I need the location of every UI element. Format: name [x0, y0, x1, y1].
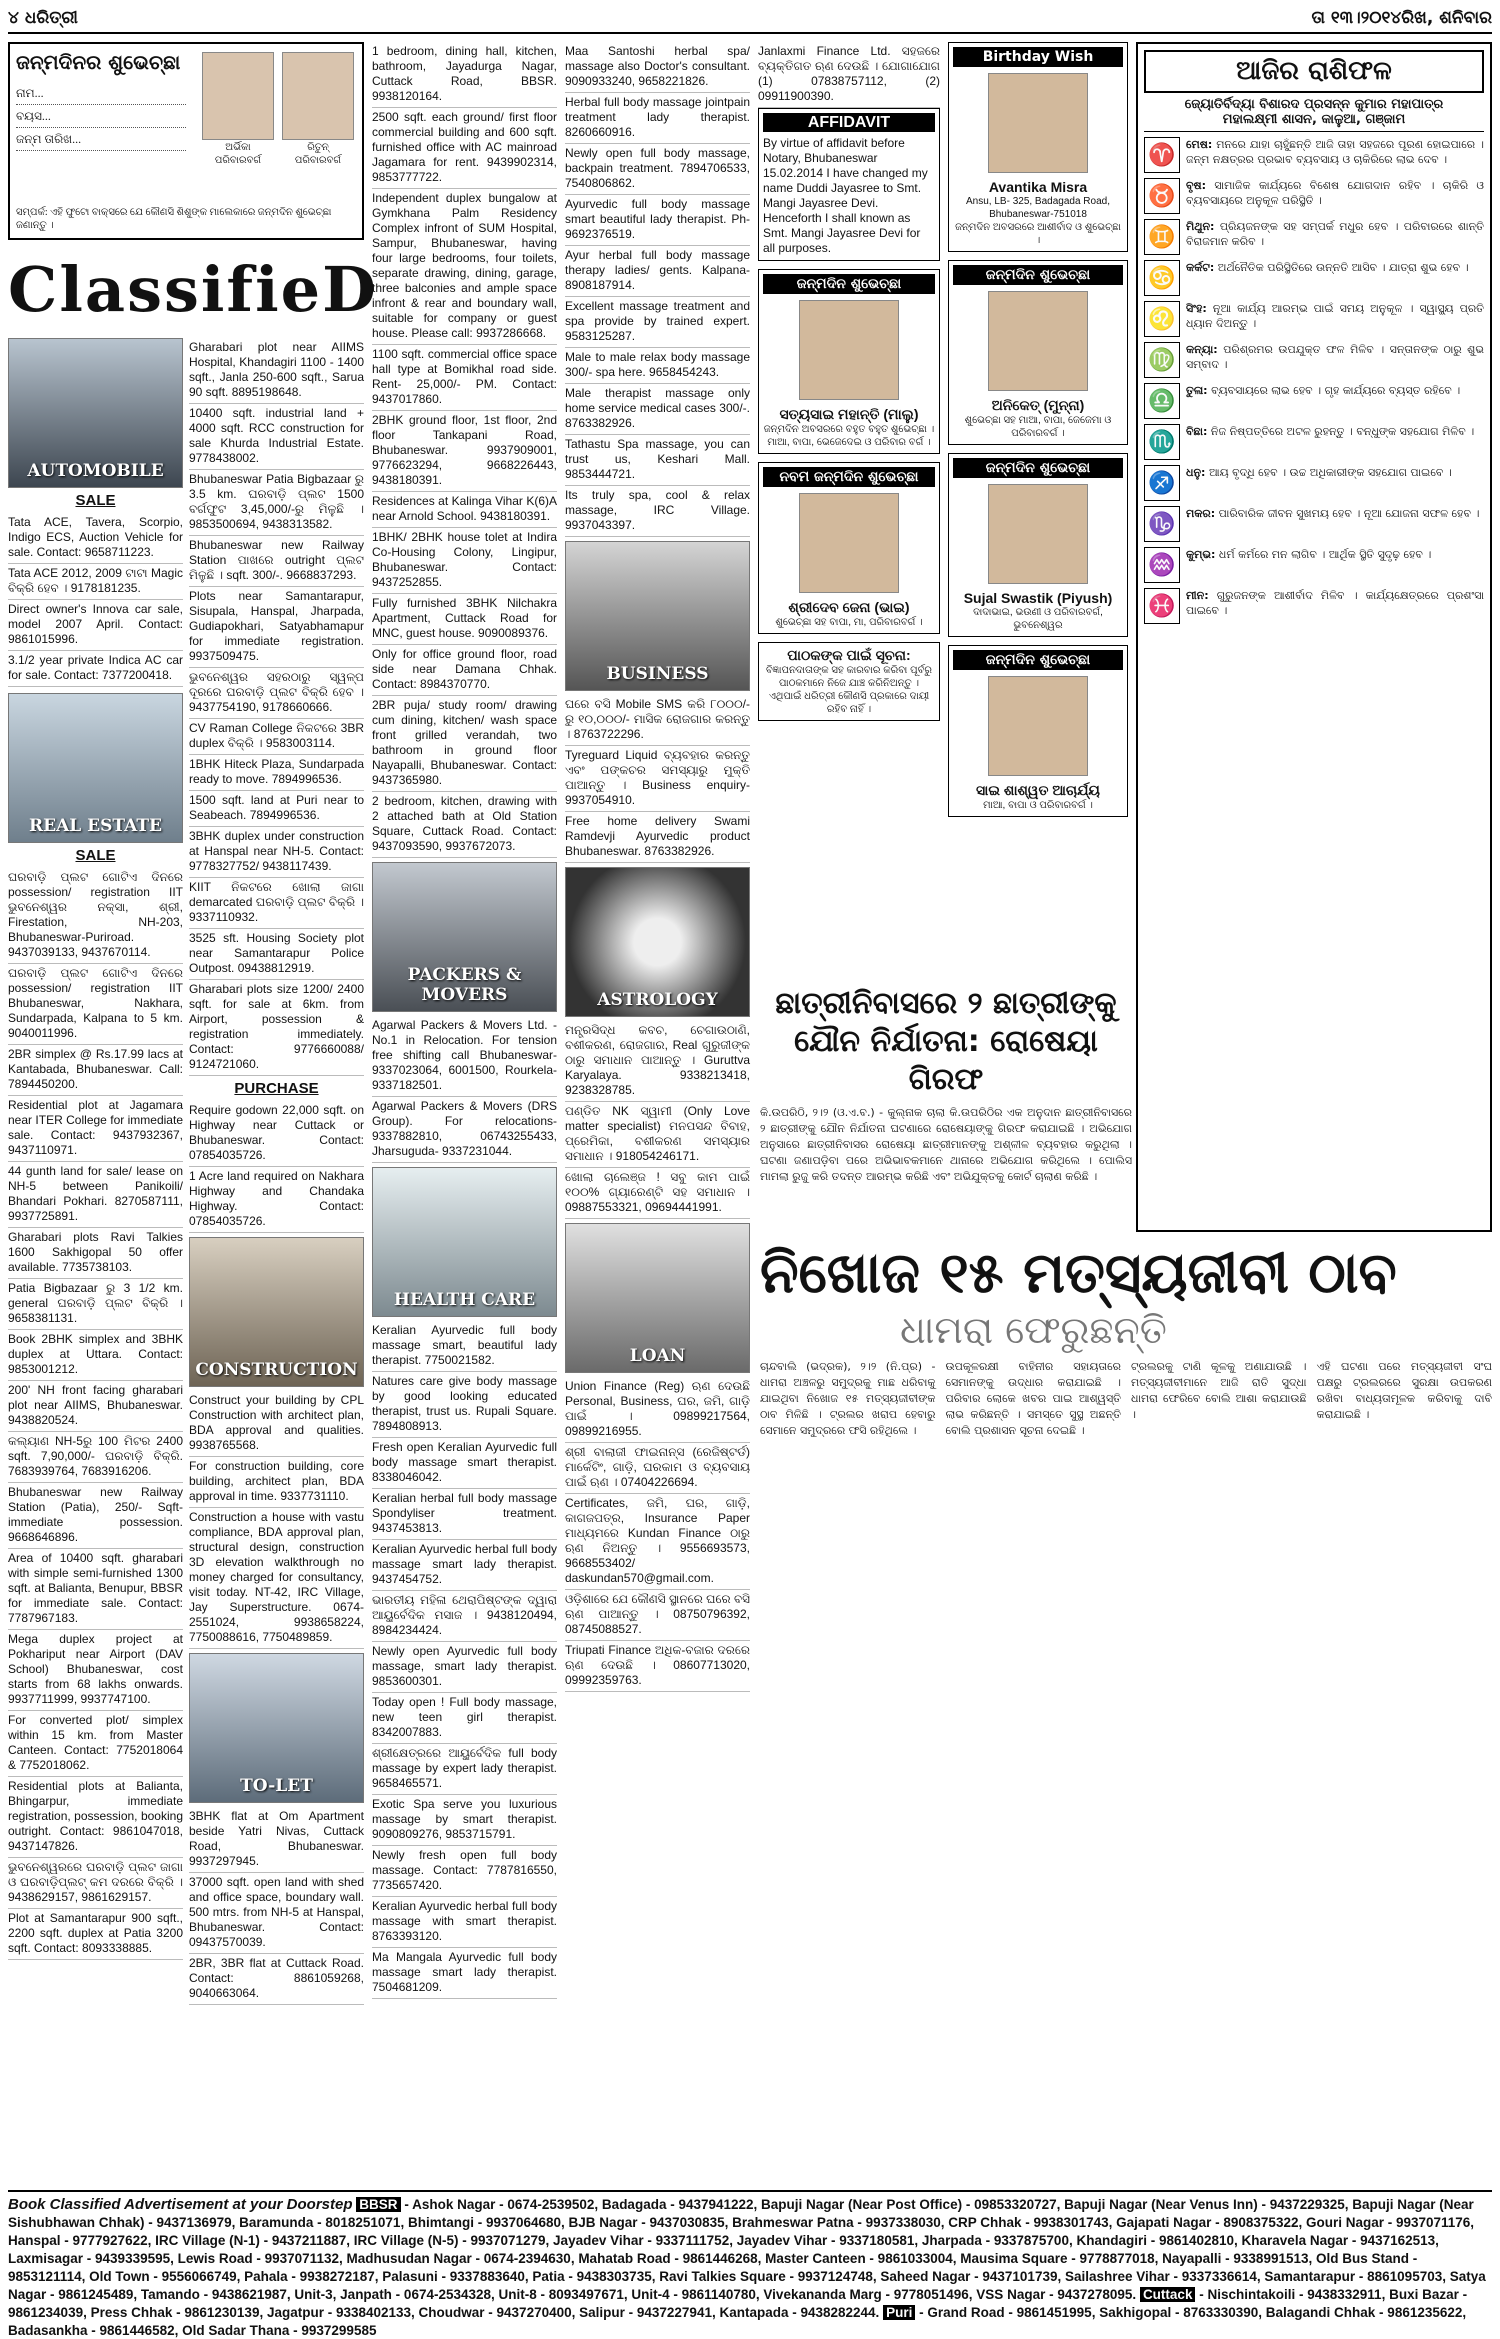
ad-item: Bhubaneswar new Railway Station (Patia), 250/- Sqft- immediate possession. 9668646896.: [8, 1483, 183, 1549]
ad-item: Natures care give body massage by good looking educated therapist, trust us. Rupali Square. 7894808913.: [372, 1372, 557, 1438]
horoscope-text: [1186, 342, 1484, 378]
sale-heading: SALE: [75, 847, 116, 864]
ad-item: 2BHK ground floor, 1st floor, 2nd floor Tankapani Road, Bhubaneswar. 9937909001, 9776623294, 9668226443, 9438180391.: [372, 411, 557, 492]
horoscope-box: [1136, 42, 1492, 1232]
page-number: ୪ ଧରିତ୍ରୀ: [8, 8, 78, 28]
ad-item: Keralian herbal full body massage Spondyliser treatment. 9437453813.: [372, 1489, 557, 1540]
zodiac-name: ସିଂହ:: [1186, 302, 1207, 315]
ad-item: 200' NH front facing gharabari plot near AIIMS, Bhubaneswar. 9438820524.: [8, 1381, 183, 1432]
zodiac-icon: ♍: [1144, 342, 1180, 378]
ad-item: Janlaxmi Finance Ltd. ସହଜରେ ବ୍ୟକ୍ତିଗତ ଋଣ ଦେଉଛି । ଯୋଗାଯୋଗ (1) 07838757112, (2) 09911900390.: [758, 42, 940, 108]
business-ads: [565, 695, 750, 863]
ad-item: ପଣ୍ଡିତ NK ସ୍ୱାମୀ (Only Love matter specialist) ମନପସନ୍ଦ ବିବାହ, ପ୍ରେମିକା, ବଶୀକରଣ ସମସ୍ୟାର ସମାଧାନ । 918054246171.: [565, 1102, 750, 1168]
birthday-wish-title: Birthday Wish: [953, 47, 1123, 67]
classified-column-4: [758, 42, 940, 729]
zodiac-icon: ♊: [1144, 219, 1180, 255]
zodiac-icon: ♏: [1144, 424, 1180, 460]
rental-ads: [372, 42, 557, 858]
birthday-ad-title: ନବମ ଜନ୍ମଦିନ ଶୁଭେଚ୍ଛା: [763, 467, 935, 487]
ad-item: 1100 sqft. commercial office space hall type at Bomikhal road side. Rent- 25,000/- PM. Contact: 9437017860.: [372, 345, 557, 411]
zodiac-name: ମକର:: [1186, 507, 1216, 520]
classified-left-column: [8, 42, 378, 2005]
horoscope-text: [1186, 547, 1431, 583]
greeting-photos: [202, 52, 354, 166]
birthday-message: ଦାଦାଭାଇ, ଭଉଣୀ ଓ ପରିବାରବର୍ଗ, ଭୁବନେଶ୍ୱର: [973, 607, 1103, 631]
classified-subcolumn-a: [8, 338, 183, 2005]
ad-item: ଭାରତୀୟ ମହିଳା ଥେରାପିଷ୍ଟଙ୍କ ଦ୍ୱାରା ଆୟୁର୍ବେଦିକ ମସାଜ । 9438120494, 8984234424.: [372, 1591, 557, 1642]
page-header: [8, 4, 1492, 34]
birthday-address: Ansu, LB- 325, Badagada Road, Bhubaneswar-751018: [966, 196, 1110, 220]
affidavit-box: [758, 108, 940, 261]
to-let-image: [189, 1653, 364, 1803]
zodiac-prediction: ବ୍ୟବସାୟରେ ଲାଭ ହେବ । ଗୃହ କାର୍ଯ୍ୟରେ ବ୍ୟସ୍ତ ରହିବେ ।: [1211, 384, 1461, 397]
loan-ads: [565, 1377, 750, 1692]
zodiac-icon: ♒: [1144, 547, 1180, 583]
health-care-image: [372, 1167, 557, 1317]
birthday-child-name: ଶ୍ରୀଦେବ ଜେନା (ଭାଇ): [788, 599, 910, 615]
classified-logo: ClassifieD: [8, 253, 378, 326]
ad-item: 2BR, 3BR flat at Cuttack Road. Contact: 8861059268, 9040663064.: [189, 1954, 364, 2005]
business-label: BUSINESS: [606, 664, 709, 684]
ad-item: Plots near Samantarapur, Sisupala, Hanspal, Jharpada, Gudiapokhari, Satyabhamapur for immediate registration. 9937509475.: [189, 587, 364, 668]
birthday-child-name: Sujal Swastik (Piyush): [963, 590, 1113, 606]
zodiac-name: ବିଛା:: [1186, 425, 1208, 438]
horoscope-text: [1186, 506, 1479, 542]
ad-item: Mega duplex project at Pokhariput near Airport (DAV School) Bhubaneswar, cost starts from 68 lakhs onwards. 9937711999, 9937747100.: [8, 1630, 183, 1711]
birthday-child-name: ସାଇ ଶାଶ୍ୱତ ଆଚାର୍ଯ୍ୟ: [976, 782, 1100, 798]
child-photo: [799, 493, 899, 593]
ad-item: Male therapist massage only home service medical cases 300/-. 8763382926.: [565, 384, 750, 435]
news-columns: [760, 1359, 1492, 1439]
zodiac-name: ଧନୁ:: [1186, 466, 1206, 479]
ad-item: Fully furnished 3BHK Nilchakra Apartment, Cuttack Road for MNC, guest house. 9090089376.: [372, 594, 557, 645]
news-headline: ନିଖୋଜ ୧୫ ମତ୍ସ୍ୟଜୀବୀ ଠାବ: [760, 1241, 1397, 1306]
ad-item: ଶ୍ରୀକ୍ଷେତ୍ରରେ ଆୟୁର୍ବେଦିକ full body massage by expert lady therapist. 9658465571.: [372, 1744, 557, 1795]
real-estate-image: [8, 693, 183, 843]
horoscope-item: [1144, 465, 1484, 501]
ad-item: Triupati Finance ଅଧିକ-ବଜାର ଦରରେ ଋଣ ଦେଉଛି । 08607713020, 09992359763.: [565, 1641, 750, 1692]
birthday-ad: [948, 453, 1128, 637]
ad-item: Tathastu Spa massage, you can trust us, Keshari Mall. 9853444721.: [565, 435, 750, 486]
ad-item: 3525 sft. Housing Society plot near Samantarapur Police Outpost. 09438812919.: [189, 929, 364, 980]
ad-item: Bhubaneswar Patia Bigbazaar ରୁ 3.5 km. ଘରବାଡ଼ି ପ୍ଲଟ 1500 ବର୍ଗଫୁଟ 3,45,000/-ରୁ ମିଳୁଛି । 9853500694, 9438313582.: [189, 470, 364, 536]
birthday-ad: [758, 269, 940, 454]
news-subheadline: ଧାମରା ଫେରୁଛନ୍ତି: [900, 1308, 1167, 1352]
photo-caption: ଅର୍ଭିକା: [225, 142, 251, 153]
horoscope-item: [1144, 547, 1484, 583]
zodiac-prediction: ସାମାଜିକ କାର୍ଯ୍ୟରେ ବିଶେଷ ଯୋଗଦାନ ରହିବ । ଚାକିରି ଓ ବ୍ୟବସାୟରେ ଅନୁକୂଳ ପରିସ୍ଥିତି ।: [1186, 179, 1484, 207]
ad-item: Herbal full body massage jointpain treatment lady therapist. 8260660916.: [565, 93, 750, 144]
news-column: ଉପକୂଳରକ୍ଷୀ ବାହିନୀର ସହାୟତାରେ ସେମାନଙ୍କୁ ଉଦ୍ଧାର କରାଯାଇଛି । ପରିବାର ଲୋକେ ଖବର ପାଇ ଆଶ୍ୱସ୍ତି ଲାଭ କରିଛନ୍ତି । ସମସ୍ତେ ସୁସ୍ଥ ଅଛନ୍ତି ବୋଲି ପ୍ରଶାସନ ସୂଚନା ଦେଇଛି ।: [945, 1360, 1121, 1437]
packers-movers-image: [372, 862, 557, 1012]
ad-item: Book 2BHK simplex and 3BHK duplex at Uttara. Contact: 9853001212.: [8, 1330, 183, 1381]
news-column: ଏହି ଘଟଣା ପରେ ମତ୍ସ୍ୟଜୀବୀ ସଂଘ ପକ୍ଷରୁ ଟ୍ରଲରରେ ସୁରକ୍ଷା ଉପକରଣ ରଖିବା ବାଧ୍ୟତାମୂଳକ କରିବାକୁ ଦାବି କରାଯାଇଛି ।: [1316, 1360, 1492, 1421]
ad-item: Excellent massage treatment and spa provide by trained expert. 9583125287.: [565, 297, 750, 348]
ad-item: 2 bedroom, kitchen, drawing with 2 attached bath at Old Station Square, Cuttack Road. Contact: 9437093590, 9937672073.: [372, 792, 557, 858]
ad-item: Construct your building by CPL Construction with architect plan, BDA approval and qualities. 9938765568.: [189, 1391, 364, 1457]
cuttack-contacts: - Nischintakoili - 9438332911, Buxi Bazar - 9861234039, Press Chhak - 9861230139, Jagatpur - 9338402133, Choudwar - 9437270400, Salipur - 9437227941, Kantapada - 9438282244.: [8, 2287, 1468, 2320]
news-column: ଟ୍ରଲରକୁ ଟାଣି କୂଳକୁ ଅଣାଯାଉଛି । ମତ୍ସ୍ୟଜୀବୀମାନେ ଆଜି ରାତି ସୁଦ୍ଧା ଧାମରା ଫେରିବେ ବୋଲି ଆଶା କରାଯାଉଛି ।: [1131, 1360, 1307, 1421]
ad-item: Gharabari plots Ravi Talkies 1600 Sakhigopal 50 offer available. 7735738103.: [8, 1228, 183, 1279]
ad-item: Tata ACE 2012, 2009 ଟାଟା Magic ବିକ୍ରି ହେବ । 9178181235.: [8, 564, 183, 600]
reader-notice: [758, 642, 940, 721]
ad-item: 37000 sqft. open land with shed and office space, boundary wall. 500 mtrs. from NH-5 at Hanspal, Bhubaneswar. Contact: 09437570039.: [189, 1873, 364, 1954]
ad-item: Area of 10400 sqft. gharabari with simple semi-furnished 1300 sqft. at Balianta, Benupur, BBSR for immediate sale. Contact: 7787967183.: [8, 1549, 183, 1630]
ad-item: Its truly spa, cool & relax massage, IRC Village. 9937043397.: [565, 486, 750, 537]
horoscope-text: [1186, 588, 1484, 624]
ad-item: Newly fresh open full body massage. Contact: 7787816550, 7735657420.: [372, 1846, 557, 1897]
purchase-ads: [189, 1101, 364, 1233]
ad-item: For converted plot/ simplex within 15 km. from Master Canteen. Contact: 7752018064 & 7752018062.: [8, 1711, 183, 1777]
zodiac-prediction: ନିଜ ନିଷ୍ପତ୍ତିରେ ଅଟଳ ରୁହନ୍ତୁ । ବନ୍ଧୁଙ୍କ ସହଯୋଗ ମିଳିବ ।: [1210, 425, 1475, 438]
child-photo: [988, 676, 1088, 776]
news-body: କି.ଉପରିଠି, ୨।୨ (ଓ.ଏ.ବ.) - କୁଲ୍‌ନାକ ଚାଲା କି.ଉପରିଠିର ଏକ ଅନୁଦାନ ଛାତ୍ରୀନିବାସରେ ୨ ଛାତ୍ରୀଙ୍କୁ ଯୌନ ନିର୍ଯାତନା ଘଟଣାରେ ରୋଷେୟାଙ୍କୁ ଗିରଫ କରାଯାଇଛି । ଅଭିଯୋଗ ଅନୁସାରେ ଛାତ୍ରୀନିବାସର ରୋଷେୟା ଛାତ୍ରୀମାନଙ୍କୁ ଅଶ୍ଳୀଳ ବ୍ୟବହାର କରୁଥିଲା । ଘଟଣା ଜଣାପଡ଼ିବା ପରେ ଅଭିଭାବକମାନେ ଥାନାରେ ଅଭିଯୋଗ କରିଥିଲେ । ପୋଲିସ ମାମଲା ରୁଜୁ କରି ତଦନ୍ତ ଆରମ୍ଭ କରିଛି ଏବଂ ଅଭିଯୁକ୍ତକୁ କୋର୍ଟ ଚାଲାଣ କରିଛି ।: [760, 1106, 1132, 1183]
ad-item: Tata ACE, Tavera, Scorpio, Indigo ECS, Auction Vehicle for sale. Contact: 9658711223.: [8, 513, 183, 564]
zodiac-icon: ♑: [1144, 506, 1180, 542]
photo-caption-sub: ପରିବାରବର୍ଗ: [214, 155, 262, 166]
ad-item: Newly open full body massage, backpain treatment. 7894706533, 7540806862.: [565, 144, 750, 195]
ad-item: KIIT ନିକଟରେ ଖୋଲା ଜାଗା demarcated ଘରବାଡ଼ି ପ୍ଲଟ ବିକ୍ରି । 9337110932.: [189, 878, 364, 929]
ad-item: Union Finance (Reg) ଋଣ ଦେଉଛି Personal, Business, ଘର, ଜମି, ଗାଡ଼ି ପାଇଁ । 09899217564, 09899216955.: [565, 1377, 750, 1443]
horoscope-item: [1144, 342, 1484, 378]
sale-heading: SALE: [75, 492, 116, 509]
page-date: ତା ୧୩।୨୦୧୪ରିଖ, ଶନିବାର: [1311, 8, 1492, 28]
classified-column-3: [565, 42, 750, 1692]
ad-item: Construction a house with vastu compliance, BDA approval plan, structural design, construction 3D elevation walkthrough no money charged for consultancy, visit today. NT-42, IRC Village, Jay Superstructure. 0674-2551024, 9938658224, 7750088616, 7750489859.: [189, 1508, 364, 1649]
birthday-child-name: Avantika Misra: [988, 179, 1088, 195]
horoscope-item: [1144, 260, 1484, 296]
booking-footer: [8, 2190, 1492, 2339]
horoscope-title: ଆଜିର ରାଶିଫଳ: [1144, 50, 1484, 93]
affidavit-text: By virtue of affidavit before Notary, Bhubaneswar 15.02.2014 I have changed my name Duddi Jayasree to Smt. Mangi Jayasree Devi. Henceforth I shall known as Smt. Mangi Jayasree Devi for all purposes.: [763, 136, 928, 255]
zodiac-prediction: ଆୟ ବୃଦ୍ଧି ହେବ । ଉଚ୍ଚ ଅଧିକାରୀଙ୍କ ସହଯୋଗ ପାଇବେ ।: [1208, 466, 1452, 479]
ad-item: ଘରେ ବସି Mobile SMS କରି ୮୦୦୦/- ରୁ ୧୦,୦୦୦/- ମାସିକ ରୋଜଗାର କରନ୍ତୁ । 8763722296.: [565, 695, 750, 746]
ad-item: Independent duplex bungalow at Gymkhana Palm Residency Complex infront of SUM Hospital, Sampur, Bhubaneswar, having four large bedrooms, four toilets, separate drawing, dining, garage, three balconies and ample space infront & rear and boundary wall, suitable for company or guest house. Please call: 9937286668.: [372, 189, 557, 345]
ad-item: Patia Bigbazaar ରୁ 3 1/2 km. general ଘରବାଡ଼ି ପ୍ଲଟ ବିକ୍ରି । 9658381131.: [8, 1279, 183, 1330]
zodiac-prediction: ପାରିବାରିକ ଜୀବନ ସୁଖମୟ ହେବ । ନୂଆ ଯୋଜନା ସଫଳ ହେବ ।: [1218, 507, 1480, 520]
ad-item: CV Raman College ନିକଟରେ 3BR duplex ବିକ୍ରି । 9583003114.: [189, 719, 364, 755]
birthday-wishes-column: [948, 42, 1128, 825]
ad-item: Residences at Kalinga Vihar K(6)A near Arnold School. 9438180391.: [372, 492, 557, 528]
horoscope-item: [1144, 137, 1484, 173]
ad-item: Keralian Ayurvedic herbal full body massage with smart therapist. 8763393120.: [372, 1897, 557, 1948]
horoscope-text: [1186, 260, 1469, 296]
child-photo: [988, 291, 1088, 391]
birthday-child-name: ଅନିକେତ୍ (ମୁନ୍ନା): [991, 397, 1085, 413]
zodiac-name: ମୀନ:: [1186, 589, 1209, 602]
ad-item: Residential plots at Balianta, Bhingarpur, immediate registration, possession, booking outright. Contact: 9861047018, 9437147826.: [8, 1777, 183, 1858]
photo-caption: ରିତୁନ୍: [307, 142, 329, 153]
horoscope-item: [1144, 588, 1484, 624]
horoscope-text: [1186, 383, 1460, 419]
real-estate-ads: [8, 868, 183, 1960]
birthday-ad-title: ଜନ୍ମଦିନ ଶୁଭେଚ୍ଛା: [953, 650, 1123, 670]
zodiac-prediction: ଅର୍ଥନୈତିକ ପରିସ୍ଥିତିରେ ଉନ୍ନତି ଆସିବ । ଯାତ୍ରା ଶୁଭ ହେବ ।: [1217, 261, 1469, 274]
ad-item: Ayurvedic full body massage smart beautiful lady therapist. Ph-9692376519.: [565, 195, 750, 246]
loan-label: LOAN: [629, 1346, 686, 1366]
ad-item: 2BR simplex @ Rs.17.99 lacs at Kantabada, Bhubaneswar. Call: 7894450200.: [8, 1045, 183, 1096]
greeting-note: ସମ୍ପର୍କ: ଏହି ଫୁଟୋ ବାକ୍ସରେ ଯେ କୌଣସି ଶିଶୁଙ୍କ ମାଲେକାରେ ଜନ୍ମଦିନ ଶୁଭେଚ୍ଛା ଜଣାନ୍ତୁ ।: [16, 207, 332, 231]
horoscope-item: [1144, 219, 1484, 255]
zodiac-prediction: ମନରେ ଯାହା ଚାହୁଁଛନ୍ତି ଆଜି ତାହା ସହଜରେ ପୂରଣ ହୋଇପାରେ । ଜନ୍ମ ନକ୍ଷତ୍ରର ପ୍ରଭାବ ବ୍ୟବସାୟ ଓ ଚାକିରିରେ ଲାଭ ଦେବ ।: [1186, 138, 1484, 166]
city-tag-bbsr: BBSR: [356, 2197, 400, 2212]
astrology-ads: [565, 1021, 750, 1219]
ad-item: Require godown 22,000 sqft. on Highway near Cuttack or Bhubaneswar. Contact: 07854035726.: [189, 1101, 364, 1167]
ad-item: Bhubaneswar new Railway Station ପାଖରେ outright ପ୍ଲଟ ମିଳୁଛି । sqft. 300/-. 9668837293.: [189, 536, 364, 587]
city-tag-cuttack: Cuttack: [1140, 2287, 1196, 2302]
ad-item: ଭୁବନେଶ୍ୱର ସହରଠାରୁ ସ୍ୱଳ୍ପ ଦୂରରେ ଘରବାଡ଼ି ପ୍ଲଟ ବିକ୍ରି ହେବ । 9437754190, 9178660666.: [189, 668, 364, 719]
birthday-message: ଜନ୍ମଦିନ ଅବସରରେ ବହୁତ ବହୁତ ଶୁଭେଚ୍ଛା । ମାଆ, ବାପା, ଭେଜେଦେଇ ଓ ପରିବାର ବର୍ଗ ।: [763, 424, 935, 448]
birthday-message: ଜନ୍ମଦିନ ଅବସରରେ ଆଶୀର୍ବାଦ ଓ ଶୁଭେଚ୍ଛା ।: [955, 222, 1121, 246]
horoscope-item: [1144, 178, 1484, 214]
birthday-message: ମାଆ, ବାପା ଓ ପରିବାରବର୍ଗ ।: [983, 800, 1093, 811]
ad-item: ମନ୍ତ୍ରସିଦ୍ଧ କବଚ, ଚେଗାଉଠାଣି, ବଶୀକରଣ, ରୋଜଗାର, Real ଗୁରୁଜୀଙ୍କ ଠାରୁ ସମାଧାନ ପାଆନ୍ତୁ । Guruttva Karyalaya. 9338213418, 9238328785.: [565, 1021, 750, 1102]
zodiac-name: ବୃଷ:: [1186, 179, 1207, 192]
ad-item: 10400 sqft. industrial land + 4000 sqft. RCC construction for sale Khurda Industrial Estate. 9778438002.: [189, 404, 364, 470]
zodiac-name: କର୍କଟ:: [1186, 261, 1215, 274]
ad-item: Gharabari plot near AIIMS Hospital, Khandagiri 1100 - 1400 sqft., Janla 250-600 sqft., Sarua 90 sqft. 8895198648.: [189, 338, 364, 404]
packers-movers-ads: [372, 1016, 557, 1163]
child-photo: [282, 52, 354, 140]
automobile-ads: [8, 513, 183, 687]
city-tag-puri: Puri: [883, 2305, 915, 2320]
greeting-fields: [16, 82, 186, 151]
astrology-label: ASTROLOGY: [597, 990, 718, 1010]
greeting-field-name: ନାମ...: [16, 82, 186, 105]
to-let-label: TO-LET: [240, 1776, 313, 1796]
ad-item: Ayur herbal full body massage therapy ladies/ gents. Kalpana- 8908187914.: [565, 246, 750, 297]
reader-notice-text: ବିଜ୍ଞାପନଦାତାଙ୍କ ସହ କାରବାର କରିବା ପୂର୍ବରୁ ପାଠକମାନେ ନିଜେ ଯାଞ୍ଚ କରିନିଅନ୍ତୁ । ଏଥିପାଇଁ ଧରିତ୍ରୀ କୌଣସି ପ୍ରକାରେ ଦାୟୀ ରହିବ ନାହିଁ ।: [765, 665, 932, 715]
reader-notice-title: ପାଠକଙ୍କ ପାଇଁ ସୂଚନା:: [787, 647, 911, 663]
ad-item: Maa Santoshi herbal spa/ massage also Doctor's consultant. 9090933240, 9658221826.: [565, 42, 750, 93]
zodiac-prediction: ନୂଆ କାର୍ଯ୍ୟ ଆରମ୍ଭ ପାଇଁ ସମୟ ଅନୁକୂଳ । ସ୍ୱାସ୍ଥ୍ୟ ପ୍ରତି ଧ୍ୟାନ ଦିଅନ୍ତୁ ।: [1186, 302, 1484, 330]
ad-item: Direct owner's Innova car sale, model 2007 April. Contact: 9861015996.: [8, 600, 183, 651]
birthday-ad-title: ଜନ୍ମଦିନ ଶୁଭେଚ୍ଛା: [953, 265, 1123, 285]
child-photo: [799, 300, 899, 400]
horoscope-author-place: ମହାଲକ୍ଷ୍ମୀ ଶାସନ, କାଳୁଆ, ଗଞ୍ଜାମ: [1222, 112, 1406, 127]
horoscope-text: [1186, 137, 1484, 173]
ad-item: Male to male relax body massage 300/- spa here. 9658454243.: [565, 348, 750, 384]
ad-item: Newly open Ayurvedic full body massage, smart lady therapist. 9853600301.: [372, 1642, 557, 1693]
ad-item: ଓଡ଼ିଶାରେ ଯେ କୌଣସି ସ୍ଥାନରେ ଘରେ ବସି ଋଣ ପାଆନ୍ତୁ । 08750796392, 08745088527.: [565, 1590, 750, 1641]
ad-item: Keralian Ayurvedic full body massage smart, beautiful lady therapist. 7750021582.: [372, 1321, 557, 1372]
horoscope-text: [1186, 219, 1484, 255]
ad-item: Free home delivery Swami Ramdevji Ayurvedic product Bhubaneswar. 8763382926.: [565, 812, 750, 863]
child-photo: [988, 484, 1088, 584]
zodiac-name: କୁମ୍ଭ:: [1186, 548, 1216, 561]
bbsr-contacts: - Ashok Nagar - 0674-2539502, Badagada - 9437941222, Bapuji Nagar (Near Post Office) - 09853320727, Bapuji Nagar (Near Venus Inn) - 9437229325, Bapuji Nagar (Near Sishubhawan Chhak) - 9437136979, Baramunda - 8018251071, Bhimtangi - 9937064680, BJB Nagar - 9437030835, Brahmeswar Patna - 9937338030, CRP Chhak - 9938301743, Gajapati Nagar - 8908375322, Gouri Nagar - 9937071176, Hanspal - 9777927622, IRC Village (N-1) - 9437211887, IRC Village (N-5) - 9937071279, Jayadev Vihar - 9337111752, Jayadev Vihar - 9337180581, Jharpada - 9337875700, Khandagiri - 9861402810, Kharavela Nagar - 9437162513, Laxmisagar - 9439339595, Lewis Road - 9937071132, Madhusudan Nagar - 0674-2394630, Mahatab Road - 9861446268, Master Canteen - 9861033004, Mausima Square - 9778877018, Nayapalli - 9338991513, Old Bus Stand - 9853121114, Old Town - 9556066749, Pahala - 9938272187, Palasuni - 9337883640, Patia - 9438303735, Ravi Talkies Square - 9937124748, Saheed Nagar - 9437101739, Sailashree Vihar - 9337336614, Samantarapur - 8861095703, Satya Nagar - 9861245489, Tamando - 9438621987, Unit-3, Janpath - 0674-2534328, Unit-8 - 8093497671, Unit-4 - 9861140780, Vivekananda Marg - 9778051496, VSS Nagar - 9437278095.: [8, 2197, 1486, 2302]
ad-item: 44 gunth land for sale/ lease on NH-5 between Panikoili/ Bhandari Pokhari. 8270587111, 9937725891.: [8, 1162, 183, 1228]
birthday-ad: [948, 260, 1128, 445]
birthday-ad: [948, 645, 1128, 817]
ad-item: 2500 sqft. each ground/ first floor commercial building and 600 sqft. furnished office with AC mainroad Jagamara for rent. 9439902314, 9853777722.: [372, 108, 557, 189]
ad-item: ଖୋଲା ଚାଲେଞ୍ଜ ! ସବୁ କାମ ପାଇଁ ୧୦୦% ଗ୍ୟାରେଣ୍ଟି ସହ ସମାଧାନ । 09887553321, 09694441991.: [565, 1168, 750, 1219]
zodiac-icon: ♓: [1144, 588, 1180, 624]
massage-ads: [565, 42, 750, 537]
news-column: ଚାନ୍ଦବାଲି (ଭଦ୍ରକ), ୨।୨ (ନି.ପ୍ର) - ଧାମରା ଅଞ୍ଚଳରୁ ସମୁଦ୍ରକୁ ମାଛ ଧରିବାକୁ ଯାଇଥିବା ନିଖୋଜ ୧୫ ମତ୍ସ୍ୟଜୀବୀଙ୍କ ଠାବ ମିଳିଛି । ଟ୍ରଲର ଖରାପ ହେବାରୁ ସେମାନେ ସମୁଦ୍ରରେ ଫସି ରହିଥିଲେ ।: [760, 1360, 936, 1437]
horoscope-item: [1144, 506, 1484, 542]
horoscope-item: [1144, 383, 1484, 419]
ad-item: Exotic Spa serve you luxurious massage by smart therapist. 9090809276, 9853715791.: [372, 1795, 557, 1846]
photo-caption-sub: ପରିବାରବର୍ଗ: [294, 155, 342, 166]
construction-label: CONSTRUCTION: [195, 1360, 358, 1380]
horoscope-item: [1144, 424, 1484, 460]
ad-item: 1BHK Hiteck Plaza, Sundarpada ready to move. 7894996536.: [189, 755, 364, 791]
zodiac-icon: ♉: [1144, 178, 1180, 214]
loan-image: [565, 1223, 750, 1373]
puri-contacts: - Grand Road - 9861451995, Sakhigopal - 8763330390, Balagandi Chhak - 9861235622, Badasankha - 9861446582, Old Sadar Thana - 9937299585: [8, 2305, 1467, 2338]
to-let-ads: [189, 1807, 364, 2005]
ad-item: Only for office ground floor, road side near Damana Chhak. Contact: 8984370770.: [372, 645, 557, 696]
ad-item: Ma Mangala Ayurvedic full body massage smart lady therapist. 7504681209.: [372, 1948, 557, 1999]
ad-item: Fresh open Keralian Ayurvedic full body massage smart therapist. 8338046042.: [372, 1438, 557, 1489]
affidavit-title: AFFIDAVIT: [763, 113, 935, 132]
health-care-ads: [372, 1321, 557, 1999]
child-photo: [988, 73, 1088, 173]
child-photo: [202, 52, 274, 140]
construction-ads: [189, 1391, 364, 1649]
ad-item: 1BHK/ 2BHK house tolet at Indira Co-Housing Colony, Lingipur, Bhubaneswar. Contact: 9437252855.: [372, 528, 557, 594]
ad-item: 1 Acre land required on Nakhara Highway and Chandaka Highway. Contact: 07854035726.: [189, 1167, 364, 1233]
birthday-ad-title: ଜନ୍ମଦିନ ଶୁଭେଚ୍ଛା: [953, 458, 1123, 478]
zodiac-icon: ♈: [1144, 137, 1180, 173]
ad-item: ଭୁବନେଶ୍ୱରରେ ଘରବାଡ଼ି ପ୍ଲଟ ଜାଗା ଓ ଘରବାଡ଼ିପ୍ଲଟ୍ କମ ଦରରେ ବିକ୍ରି । 9438629157, 9861629157.: [8, 1858, 183, 1909]
ad-item: 3BHK duplex under construction at Hanspal near NH-5. Contact: 9778327752/ 9438117439.: [189, 827, 364, 878]
zodiac-prediction: ଧର୍ମ କର୍ମରେ ମନ ଲାଗିବ । ଆର୍ଥିକ ସ୍ଥିତି ସୁଦୃଢ଼ ହେବ ।: [1218, 548, 1432, 561]
horoscope-item: [1144, 301, 1484, 337]
property-ads: [189, 338, 364, 1076]
classified-subcolumns: [8, 338, 364, 2005]
birthday-ad: [948, 42, 1128, 252]
birthday-greeting-form: [8, 42, 364, 240]
classified-column-2: [372, 42, 557, 1999]
horoscope-text: [1186, 301, 1484, 337]
ad-item: 3.1/2 year private Indica AC car for sale. Contact: 7377200418.: [8, 651, 183, 687]
ad-item: 1500 sqft. land at Puri near to Seabeach. 7894996536.: [189, 791, 364, 827]
automobile-image: [8, 338, 183, 488]
greeting-field-dob: ଜନ୍ମ ତାରିଖ...: [16, 128, 186, 151]
packers-movers-label: PACKERS & MOVERS: [407, 965, 522, 1005]
ad-item: 3BHK flat at Om Apartment beside Yatri Nivas, Cuttack Road, Bhubaneswar. 9937297945.: [189, 1807, 364, 1873]
zodiac-name: ତୁଳା:: [1186, 384, 1208, 397]
ad-item: 1 bedroom, dining hall, kitchen, bathroom, Jayadurga Nagar, Cuttack Road, BBSR. 9938120164.: [372, 42, 557, 108]
horoscope-author-name: ଜ୍ୟୋତିର୍ବିଦ୍ୟା ବିଶାରଦ ପ୍ରସନ୍ନ କୁମାର ମହାପାତ୍ର: [1184, 97, 1444, 112]
zodiac-name: କନ୍ୟା:: [1186, 343, 1218, 356]
news-article-hostel: [760, 985, 1132, 1185]
zodiac-icon: ♐: [1144, 465, 1180, 501]
horoscope-author: [1144, 97, 1484, 132]
horoscope-text: [1186, 424, 1474, 460]
ad-item: Agarwal Packers & Movers Ltd. - No.1 in Relocation. For tension free shifting call Bhubaneswar- 9337023064, 6001500, Rourkela- 9337182501.: [372, 1016, 557, 1097]
automobile-label: AUTOMOBILE: [27, 461, 164, 481]
health-care-label: HEALTH CARE: [393, 1290, 536, 1310]
ad-item: For construction building, core building, architect plan, BDA approval in time. 9337731110.: [189, 1457, 364, 1508]
zodiac-icon: ♎: [1144, 383, 1180, 419]
ad-item: 2BR puja/ study room/ drawing cum dining, kitchen/ wash space front grilled verandah, two bathroom in ground floor Nayapalli, Bhubaneswar. Contact: 9437365980.: [372, 696, 557, 792]
real-estate-label: REAL ESTATE: [29, 816, 162, 836]
zodiac-name: ମିଥୁନ:: [1186, 220, 1215, 233]
ad-item: Keralian Ayurvedic herbal full body massage smart lady therapist. 9437454752.: [372, 1540, 557, 1591]
birthday-child-name: ସତ୍ୟସାଇ ମହାନ୍ତି (ମାଲୁ): [779, 406, 919, 422]
footer-lead: Book Classified Advertisement at your Doorstep: [8, 2196, 353, 2213]
birthday-ad-title: ଜନ୍ମଦିନ ଶୁଭେଚ୍ଛା: [763, 274, 935, 294]
news-article-fishermen: [760, 1240, 1492, 1439]
purchase-heading: PURCHASE: [234, 1080, 319, 1097]
ad-item: Today open ! Full body massage, new teen girl therapist. 8342007883.: [372, 1693, 557, 1744]
construction-image: [189, 1237, 364, 1387]
ad-item: କଲ୍ୟାଣ NH-5ରୁ 100 ମିଟର 2400 sqft. 7,90,000/- ଘରବାଡ଼ି ବିକ୍ରି. 7683939764, 7683916206.: [8, 1432, 183, 1483]
zodiac-prediction: ଗୁରୁଜନଙ୍କ ଆଶୀର୍ବାଦ ମିଳିବ । କାର୍ଯ୍ୟକ୍ଷେତ୍ରରେ ପ୍ରଶଂସା ପାଇବେ ।: [1186, 589, 1484, 617]
ad-item: ଘରବାଡ଼ି ପ୍ଲଟ ଗୋଟିଏ ଦିନରେ possession/ registration IIT ଭୁବନେଶ୍ୱର ନକ୍ସା, ଶ୍ରୀ, Firestation, NH-203, Bhubaneswar-Puriroad. 9437039133, 9437670114.: [8, 868, 183, 964]
ad-item: Agarwal Packers & Movers (DRS Group). For relocations- 9337882810, 06743255433, Jharsuguda- 9337231044.: [372, 1097, 557, 1163]
business-image: [565, 541, 750, 691]
ad-item: Tyreguard Liquid ବ୍ୟବହାର କରନ୍ତୁ ଏବଂ ପଙ୍କଚର ସମସ୍ୟାରୁ ମୁକ୍ତି ପାଆନ୍ତୁ । Business enquiry- 9937054910.: [565, 746, 750, 812]
greeting-field-age: ବୟସ...: [16, 105, 186, 128]
classified-subcolumn-b: [189, 338, 364, 2005]
horoscope-text: [1186, 465, 1452, 501]
zodiac-prediction: ପରିଶ୍ରମର ଉପଯୁକ୍ତ ଫଳ ମିଳିବ । ସନ୍ତାନଙ୍କ ଠାରୁ ଶୁଭ ସମ୍ବାଦ ।: [1186, 343, 1485, 371]
ad-item: ଶ୍ରୀ ବାଲାଜୀ ଫାଇନାନ୍ସ (ରେଜିଷ୍ଟର୍ଡ) ମାର୍କେଟିଂ, ଗାଡ଼ି, ଘରକାମ ଓ ବ୍ୟବସାୟ ପାଇଁ ଋଣ । 07404226694.: [565, 1443, 750, 1494]
birthday-message: ଶୁଭେଚ୍ଛା ସହ ମାଆ, ବାପା, ଜେଜେମା ଓ ପରିବାରବର୍ଗ ।: [964, 415, 1112, 439]
birthday-ad: [758, 462, 940, 634]
news-headline: ଛାତ୍ରୀନିବାସରେ ୨ ଛାତ୍ରୀଙ୍କୁ ଯୌନ ନିର୍ଯାତନା: ରୋଷେୟା ଗିରଫ: [775, 986, 1117, 1097]
zodiac-name: ମେଷ:: [1186, 138, 1213, 151]
zodiac-prediction: ପ୍ରିୟଜନଙ୍କ ସହ ସମ୍ପର୍କ ମଧୁର ହେବ । ପରିବାରରେ ଶାନ୍ତି ବିରାଜମାନ କରିବ ।: [1186, 220, 1485, 248]
ad-item: Residential plot at Jagamara near ITER College for immediate sale. Contact: 9437932367, 9437110971.: [8, 1096, 183, 1162]
ad-item: Certificates, ଜମି, ଘର, ଗାଡ଼ି, କାଗଜପତ୍ର, Insurance Paper ମାଧ୍ୟମରେ Kundan Finance ଠାରୁ ଋଣ ନିଅନ୍ତୁ । 9556693573, 9668553402/ daskundan570@gmail.com.: [565, 1494, 750, 1590]
greeting-title: ଜନ୍ମଦିନର ଶୁଭେଚ୍ଛା: [16, 50, 181, 74]
horoscope-text: [1186, 178, 1484, 214]
ad-item: Gharabari plots size 1200/ 2400 sqft. for sale at 6km. from Airport, possession & registration immediately. Contact: 9776660088/ 9124721060.: [189, 980, 364, 1076]
ad-item: ଘରବାଡ଼ି ପ୍ଲଟ ଗୋଟିଏ ଦିନରେ possession/ registration IIT Bhubaneswar, Nakhara, Sundarpada, Kalpana to 5 km. 9040011996.: [8, 964, 183, 1045]
zodiac-icon: ♋: [1144, 260, 1180, 296]
horoscope-list: [1144, 137, 1484, 624]
zodiac-icon: ♌: [1144, 301, 1180, 337]
ad-item: Plot at Samantarapur 900 sqft., 2200 sqft. duplex at Patia 3200 sqft. Contact: 8093338885.: [8, 1909, 183, 1960]
astrology-image: [565, 867, 750, 1017]
birthday-message: ଶୁଭେଚ୍ଛା ସହ ବାପା, ମା, ପରିବାରବର୍ଗ ।: [775, 617, 923, 628]
